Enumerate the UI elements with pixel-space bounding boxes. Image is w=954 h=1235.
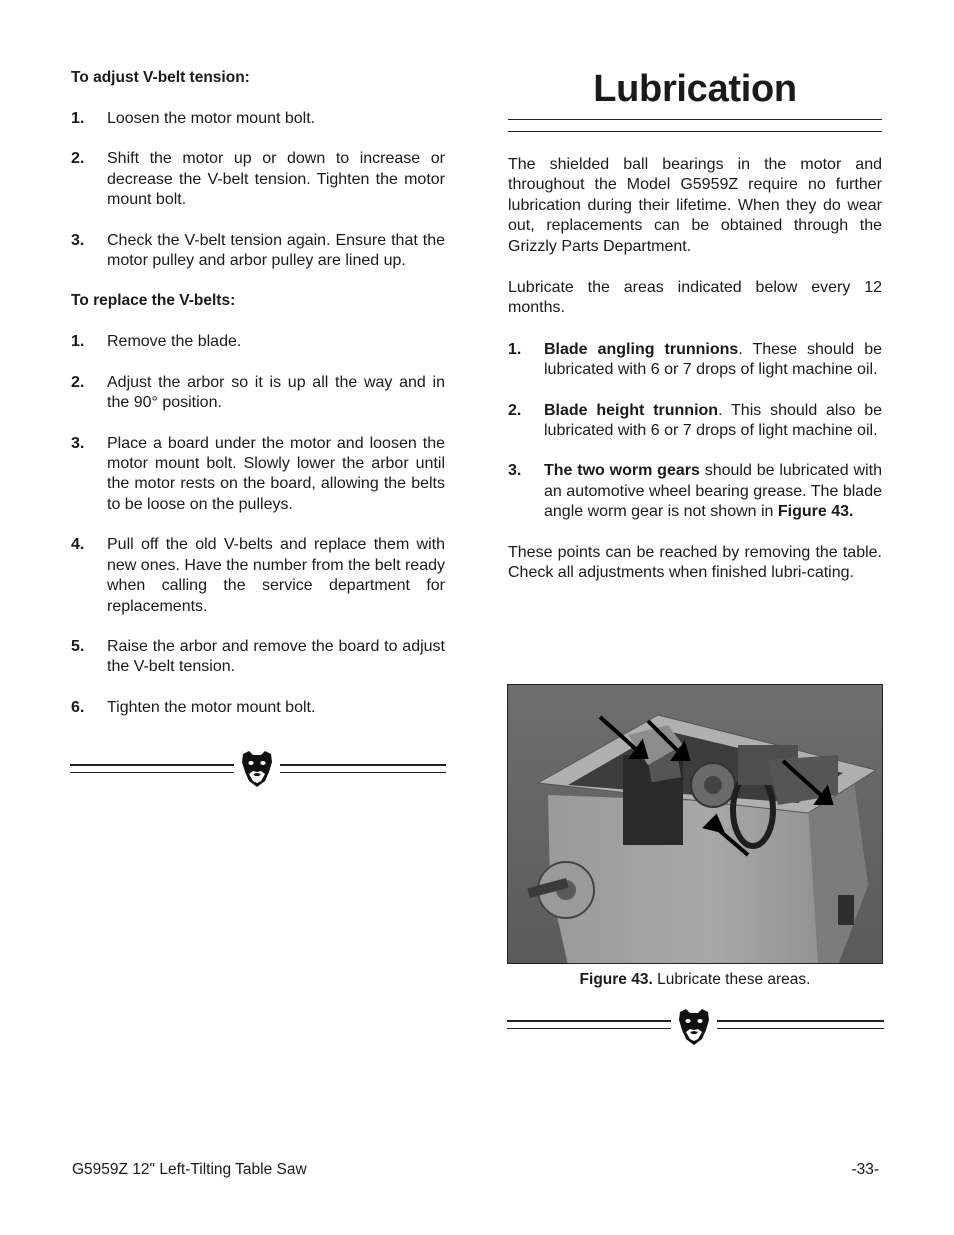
figure-caption <box>507 970 883 990</box>
replace-step-5 <box>71 637 445 678</box>
step-text: Raise the arbor and remove the board to adjust the V-belt tension. <box>107 637 445 676</box>
step-text: Check the V-belt tension again. Ensure that the motor pulley and arbor pulley are lined up. <box>107 231 445 270</box>
table-saw-illustration <box>508 685 883 964</box>
step-text: Adjust the arbor so it is up all the way and in the 90° position. <box>107 373 445 412</box>
step-text: Pull off the old V-belts and replace them with new ones. Have the number from the belt ready when calling the service department for replacements. <box>107 536 445 615</box>
adjust-vbelt-heading: To adjust V-belt tension: <box>71 69 250 86</box>
replace-step-1 <box>71 332 445 352</box>
footer-model-title: G5959Z 12" Left-Tilting Table Saw <box>72 1161 307 1178</box>
lube-item-1 <box>508 340 882 381</box>
left-column <box>71 68 445 738</box>
step-text: Shift the motor up or down to increase or decrease the V-belt tension. Tighten the motor mount bolt. <box>107 150 445 209</box>
item-bold: Blade angling trunnions <box>544 340 739 358</box>
step-number: 1. <box>71 333 85 351</box>
right-column <box>508 68 882 605</box>
figure-reference: Figure 43. <box>777 503 854 521</box>
step-number: 3. <box>71 231 85 249</box>
footer-page-number: -33- <box>851 1161 879 1178</box>
step-text: Place a board under the motor and loosen the motor mount bolt. Slowly lower the arbor until the motor rests on the board, allowing the belts to be loose on the pulleys. <box>107 434 445 513</box>
interval-paragraph: Lubricate the areas indicated below every 12 months. <box>508 279 882 317</box>
item-number: 1. <box>508 340 522 358</box>
grizzly-bear-logo-icon <box>676 1006 712 1046</box>
caption-text: Lubricate these areas. <box>652 971 811 988</box>
step-number: 6. <box>71 698 85 716</box>
caption-label: Figure 43. <box>579 971 653 988</box>
step-number: 2. <box>71 150 85 168</box>
item-text: . These should be lubricated with 6 or 7 drops of light machine oil. <box>544 340 883 379</box>
item-text: should be lubricated with an automotive wheel bearing grease. The blade angle worm gear is not shown in <box>544 462 882 521</box>
lube-item-2 <box>508 401 882 442</box>
figure-43-photo <box>507 684 883 964</box>
intro-paragraph: The shielded ball bearings in the motor and throughout the Model G5959Z require no further lubrication during their lifetime. When they do wear out, replacements can be obtained through the Grizzly Parts Department. <box>508 156 882 255</box>
item-bold: The two worm gears <box>544 462 700 480</box>
step-text: Remove the blade. <box>107 333 242 351</box>
step-number: 3. <box>71 434 85 452</box>
replace-step-6 <box>71 698 445 718</box>
item-bold: Blade height trunnion <box>544 401 719 419</box>
replace-step-3 <box>71 434 445 516</box>
lube-item-3 <box>508 461 882 522</box>
section-title-lubrication: Lubrication <box>593 68 797 110</box>
item-text: . This should also be lubricated with 6 or 7 drops of light machine oil. <box>544 401 882 440</box>
replace-step-4 <box>71 535 445 617</box>
step-text: Tighten the motor mount bolt. <box>107 698 316 716</box>
section-divider-left <box>70 748 446 788</box>
step-number: 1. <box>71 110 85 127</box>
step-number: 4. <box>71 536 85 554</box>
adjust-step-2 <box>71 149 445 210</box>
adjust-step-1 <box>71 109 445 129</box>
access-paragraph: These points can be reached by removing the table. Check all adjustments when finished lubri-cating. <box>508 543 882 582</box>
step-number: 2. <box>71 373 85 391</box>
item-number: 2. <box>508 401 522 419</box>
grizzly-bear-logo-icon <box>239 748 275 788</box>
section-divider-right <box>507 1006 884 1046</box>
replace-vbelts-heading: To replace the V-belts: <box>71 292 236 310</box>
replace-step-2 <box>71 373 445 414</box>
adjust-step-3 <box>71 231 445 272</box>
item-number: 3. <box>508 462 522 480</box>
step-number: 5. <box>71 637 85 655</box>
title-double-rule <box>508 119 882 133</box>
step-text: Loosen the motor mount bolt. <box>107 110 316 127</box>
